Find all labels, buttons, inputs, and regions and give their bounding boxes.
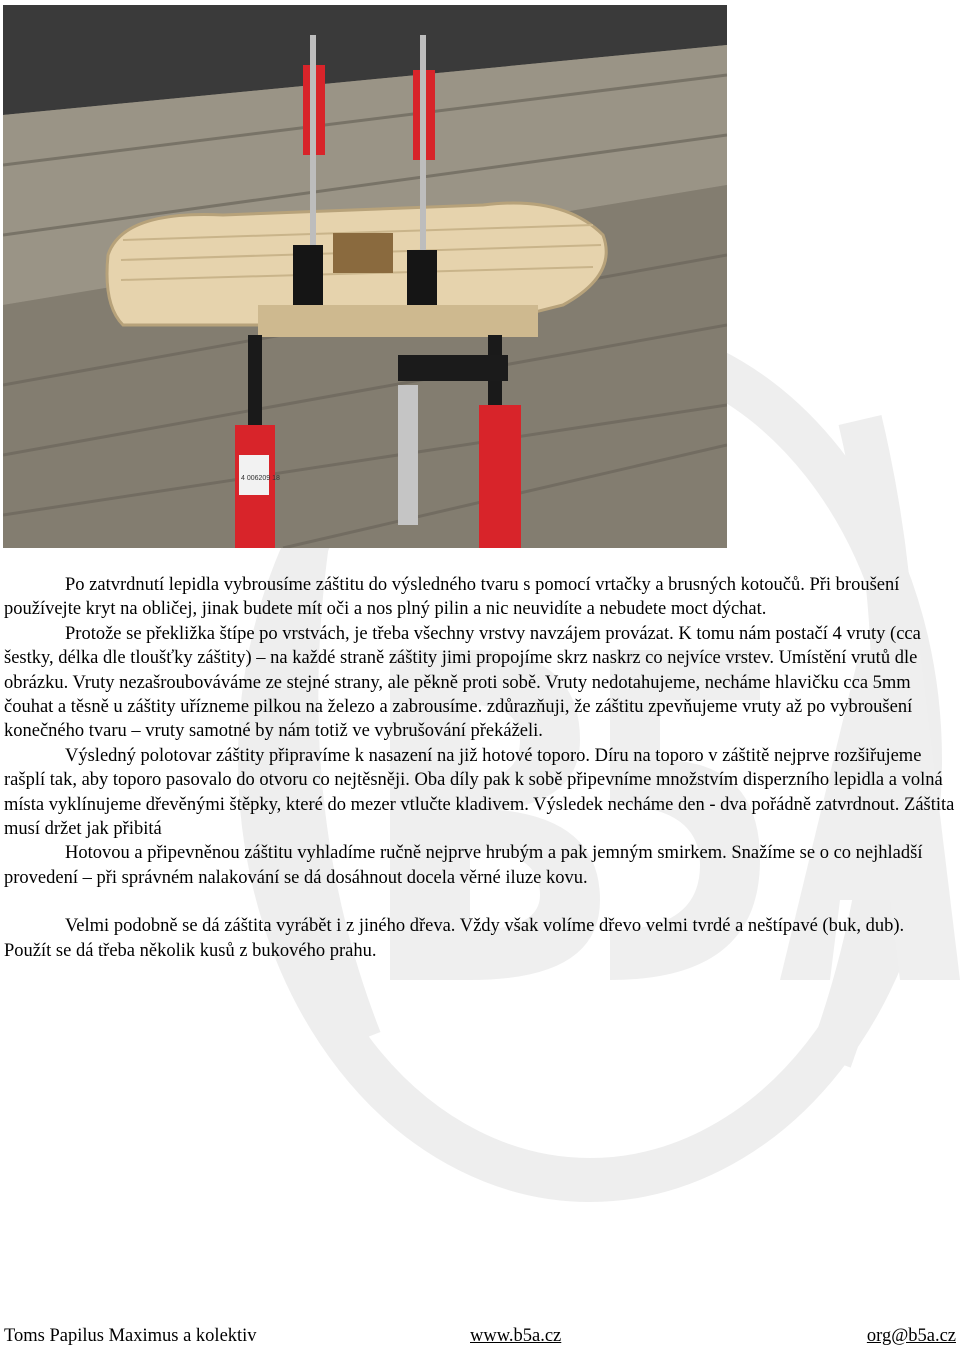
footer-email-link[interactable]: org@b5a.cz <box>866 1326 956 1346</box>
paragraph-2: Protože se překližka štípe po vrstvách, je třeba všechny vrstvy navzájem provázat. K tomu nám postačí 4 vruty (cca šestky, délka dle tloušťky záštity) – na každé straně záštity jimi propojíme skrz naskrz co nejvíce vrstev. Umístění vrutů dle obrázku. Vruty nezašroubováváme ze stejné strany, ale pěkně proti sobě. Vruty nedotahujeme, necháme hlavičku cca 5mm čouhat a těsně u záštity uřízneme pilkou na železo a zabrousíme. zdůrazňuji, že záštitu zpevňujeme vruty až po vybroušení konečného tvaru – vruty samotné by nám totiž ve vybrušování překáželi. <box>4 623 921 742</box>
clamps-photo <box>3 5 727 548</box>
article-body <box>4 573 956 963</box>
paragraph-gap <box>4 890 956 914</box>
paragraph-1: Po zatvrdnutí lepidla vybrousíme záštitu do výsledného tvaru s pomocí vrtačky a brusných kotoučů. Při broušení používejte kryt na obličej, jinak budete mít oči a nos plný pilin a nic neuvidíte a nebudete moct dýchat. <box>4 575 900 620</box>
barcode-text: 4 006209 18 <box>241 475 280 482</box>
paragraph-4: Hotovou a připevněnou záštitu vyhladíme ručně nejprve hrubým a pak jemným smirkem. Snažíme se o co nejhladší provedení – při správném nalakování se dá dosáhnout docela věrné iluze kovu. <box>4 843 923 888</box>
footer-author: Toms Papilus Maximus a kolektiv <box>4 1326 257 1346</box>
paragraph-5: Velmi podobně se dá záštita vyrábět i z jiného dřeva. Vždy však volíme dřevo velmi tvrdé a neštípavé (buk, dub). Použít se dá třeba několik kusů z bukového prahu. <box>4 916 905 961</box>
footer-website-link[interactable]: www.b5a.cz <box>470 1326 562 1346</box>
paragraph-3: Výsledný polotovar záštity připravíme k nasazení na již hotové toporo. Díru na toporo v záštitě nejprve rozšiřujeme rašplí tak, aby toporo pasovalo do otvoru co nejtěsněji. Oba díly pak k sobě připevníme množstvím disperzního lepidla a volná místa vyklínujeme dřevěnými štěpky, které do mezer vtlučte kladivem. Výsledek necháme den - dva pořádně zatvrdnout. Záštita musí držet jak přibitá <box>4 745 955 840</box>
